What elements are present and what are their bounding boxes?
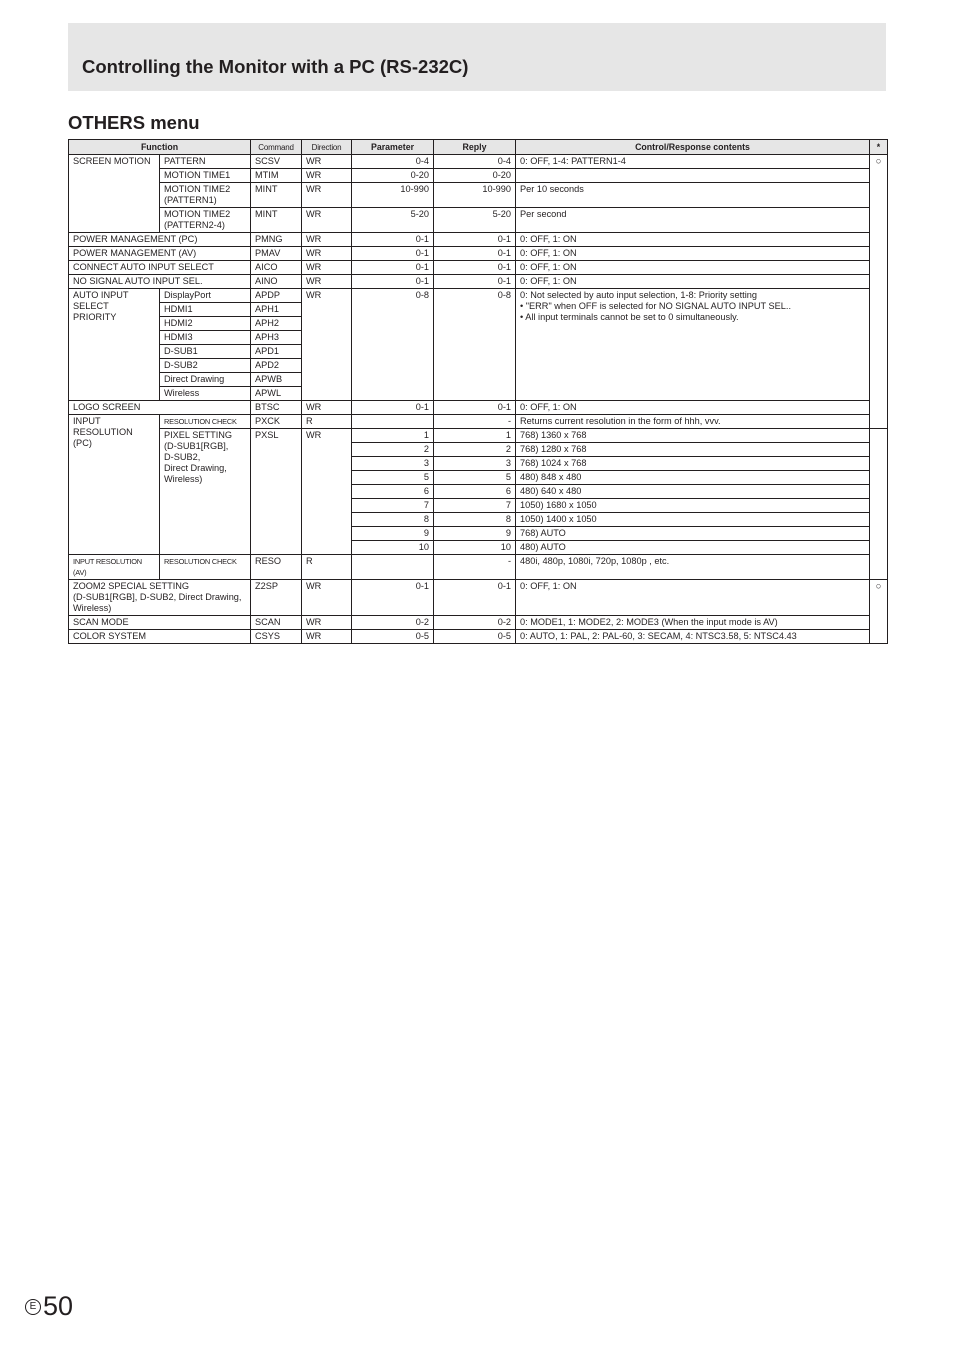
contents-cell: Per second [516,208,870,233]
reply-cell: 1 [434,429,516,443]
table-row [69,261,888,275]
command-cell: MINT [251,183,302,208]
parameter-cell: 0-1 [352,233,434,247]
header-band [68,23,886,91]
reply-cell: - [434,415,516,429]
direction-cell: WR [302,183,352,208]
reply-cell: 2 [434,443,516,457]
reply-cell: 5-20 [434,208,516,233]
contents-cell: 1050) 1400 x 1050 [516,513,870,527]
direction-cell: WR [302,289,352,401]
sub-function: D-SUB1 [160,345,251,359]
contents-cell: 0: AUTO, 1: PAL, 2: PAL-60, 3: SECAM, 4: NTSC3.58, 5: NTSC4.43 [516,630,870,644]
direction-cell: WR [302,275,352,289]
contents-cell: 768) AUTO [516,527,870,541]
reply-cell: - [434,555,516,580]
parameter-cell: 1 [352,429,434,443]
footer-language-badge: E [25,1299,41,1315]
direction-cell: WR [302,401,352,415]
direction-cell: WR [302,233,352,247]
command-cell: RESO [251,555,302,580]
command-cell: APD2 [251,359,302,373]
command-cell: MTIM [251,169,302,183]
reply-cell: 0-1 [434,247,516,261]
sub-function: RESOLUTION CHECK [160,555,251,580]
star-mark: ○ [870,155,888,429]
contents-cell: 0: OFF, 1: ON [516,233,870,247]
parameter-cell: 2 [352,443,434,457]
contents-cell: 480i, 480p, 1080i, 720p, 1080p , etc. [516,555,870,580]
parameter-cell: 0-20 [352,169,434,183]
command-cell: SCAN [251,616,302,630]
sub-function: Direct Drawing [160,373,251,387]
command-cell: PMNG [251,233,302,247]
function-cell: POWER MANAGEMENT (AV) [69,247,251,261]
command-cell: APH2 [251,317,302,331]
reply-cell: 0-1 [434,580,516,616]
command-cell: PXCK [251,415,302,429]
parameter-cell: 0-4 [352,155,434,169]
header-command: Command [251,140,302,155]
reply-cell: 0-1 [434,261,516,275]
contents-cell: 0: OFF, 1: ON [516,261,870,275]
function-cell: NO SIGNAL AUTO INPUT SEL. [69,275,251,289]
header-star: * [870,140,888,155]
sub-function: D-SUB2 [160,359,251,373]
reply-cell: 0-1 [434,275,516,289]
parameter-cell: 3 [352,457,434,471]
table-row [69,275,888,289]
sub-function-line: D-SUB2, [164,452,201,462]
parameter-cell: 9 [352,527,434,541]
direction-cell: WR [302,208,352,233]
reply-cell: 0-1 [434,401,516,415]
contents-cell: 0: MODE1, 1: MODE2, 2: MODE3 (When the input mode is AV) [516,616,870,630]
reply-cell: 0-1 [434,233,516,247]
table-row [69,169,888,183]
sub-function [160,429,251,555]
contents-cell: 768) 1360 x 768 [516,429,870,443]
page-number: 50 [43,1291,74,1321]
function-cell: COLOR SYSTEM [69,630,251,644]
command-cell: APDP [251,289,302,303]
table-row [69,580,888,616]
direction-cell: WR [302,155,352,169]
command-cell: AICO [251,261,302,275]
reply-cell: 0-5 [434,630,516,644]
sub-function: HDMI1 [160,303,251,317]
command-cell: AINO [251,275,302,289]
parameter-cell: 0-1 [352,261,434,275]
command-cell: APH3 [251,331,302,345]
sub-function-line: Wireless) [164,474,203,484]
direction-cell: WR [302,247,352,261]
function-cell: LOGO SCREEN [69,401,251,415]
group-label: INPUT RESOLUTION (PC) [69,415,160,555]
direction-cell: R [302,415,352,429]
parameter-cell: 0-1 [352,247,434,261]
contents-cell: Per 10 seconds [516,183,870,208]
sub-function: PATTERN [160,155,251,169]
reply-cell: 0-2 [434,616,516,630]
parameter-cell [352,415,434,429]
sub-function-line: PIXEL SETTING [164,430,233,440]
table-row [69,208,888,233]
header-reply: Reply [434,140,516,155]
command-cell: MINT [251,208,302,233]
table-row [69,630,888,644]
table-row [69,616,888,630]
parameter-cell: 0-8 [352,289,434,401]
direction-cell: WR [302,580,352,616]
parameter-cell: 10-990 [352,183,434,208]
parameter-cell: 0-2 [352,616,434,630]
sub-function-line: Direct Drawing, [164,463,227,473]
command-cell: PMAV [251,247,302,261]
direction-cell: WR [302,261,352,275]
parameter-cell: 5-20 [352,208,434,233]
contents-cell: 480) 848 x 480 [516,471,870,485]
table-row [69,247,888,261]
parameter-cell: 7 [352,499,434,513]
direction-cell: R [302,555,352,580]
parameter-cell: 10 [352,541,434,555]
header-parameter: Parameter [352,140,434,155]
table-row [69,233,888,247]
contents-cell: 0: OFF, 1: ON [516,401,870,415]
sub-function-line: (D-SUB1[RGB], [164,441,229,451]
reply-cell: 5 [434,471,516,485]
group-label: SCREEN MOTION [69,155,160,233]
contents-cell: 480) AUTO [516,541,870,555]
command-cell: APH1 [251,303,302,317]
header-direction: Direction [302,140,352,155]
contents-cell: 1050) 1680 x 1050 [516,499,870,513]
table-row [69,183,888,208]
header-contents: Control/Response contents [516,140,870,155]
contents-cell: 0: OFF, 1-4: PATTERN1-4 [516,155,870,169]
command-cell: APWB [251,373,302,387]
command-cell: BTSC [251,401,302,415]
command-cell: Z2SP [251,580,302,616]
function-cell: INPUT RESOLUTION (AV) [69,555,160,580]
sub-function: HDMI2 [160,317,251,331]
contents-line: • "ERR" when OFF is selected for NO SIGNAL AUTO INPUT SEL.. [520,301,791,311]
contents-cell: 768) 1280 x 768 [516,443,870,457]
contents-cell: Returns current resolution in the form of hhh, vvv. [516,415,870,429]
reply-cell: 9 [434,527,516,541]
parameter-cell: 6 [352,485,434,499]
table-row [69,289,888,303]
direction-cell: WR [302,630,352,644]
contents-cell: 0: OFF, 1: ON [516,580,870,616]
reply-cell: 7 [434,499,516,513]
group-label: AUTO INPUT SELECT PRIORITY [69,289,160,401]
parameter-cell: 8 [352,513,434,527]
parameter-cell: 0-1 [352,580,434,616]
function-line: ZOOM2 SPECIAL SETTING [73,581,190,591]
reply-cell: 3 [434,457,516,471]
sub-function: MOTION TIME2 (PATTERN1) [160,183,251,208]
parameter-cell: 0-5 [352,630,434,644]
table-row [69,429,888,443]
contents-cell: 480) 640 x 480 [516,485,870,499]
contents-line: • All input terminals cannot be set to 0 simultaneously. [520,312,739,322]
table-row [69,401,888,415]
parameter-cell [352,555,434,580]
reply-cell: 10 [434,541,516,555]
contents-cell: 0: OFF, 1: ON [516,247,870,261]
page-header-title: Controlling the Monitor with a PC (RS-232C) [82,56,469,77]
contents-cell [516,169,870,183]
sub-function: RESOLUTION CHECK [160,415,251,429]
function-cell: SCAN MODE [69,616,251,630]
reply-cell: 0-8 [434,289,516,401]
reply-cell: 10-990 [434,183,516,208]
sub-function: MOTION TIME2 (PATTERN2-4) [160,208,251,233]
contents-cell: 0: OFF, 1: ON [516,275,870,289]
star-mark: ○ [870,580,888,644]
parameter-cell: 0-1 [352,275,434,289]
parameter-cell: 0-1 [352,401,434,415]
contents-cell: 768) 1024 x 768 [516,457,870,471]
function-cell: POWER MANAGEMENT (PC) [69,233,251,247]
sub-function: Wireless [160,387,251,401]
sub-function: HDMI3 [160,331,251,345]
table-row [69,555,888,580]
command-cell: SCSV [251,155,302,169]
sub-function: DisplayPort [160,289,251,303]
command-cell: PXSL [251,429,302,555]
section-title: OTHERS menu [68,112,200,133]
direction-cell: WR [302,169,352,183]
table-header-row [69,140,888,155]
reply-cell: 0-20 [434,169,516,183]
direction-cell: WR [302,429,352,555]
parameter-cell: 5 [352,471,434,485]
command-cell: CSYS [251,630,302,644]
function-line: (D-SUB1[RGB], D-SUB2, Direct Drawing, [73,592,242,602]
reply-cell: 8 [434,513,516,527]
table-row [69,155,888,169]
header-function: Function [69,140,251,155]
table-row [69,415,888,429]
sub-function: MOTION TIME1 [160,169,251,183]
function-cell [69,580,251,616]
reply-cell: 6 [434,485,516,499]
function-cell: CONNECT AUTO INPUT SELECT [69,261,251,275]
direction-cell: WR [302,616,352,630]
contents-cell [516,289,870,401]
reply-cell: 0-4 [434,155,516,169]
command-table [68,139,888,644]
function-line: Wireless) [73,603,112,613]
command-cell: APWL [251,387,302,401]
command-cell: APD1 [251,345,302,359]
contents-line: 0: Not selected by auto input selection, 1-8: Priority setting [520,290,757,300]
